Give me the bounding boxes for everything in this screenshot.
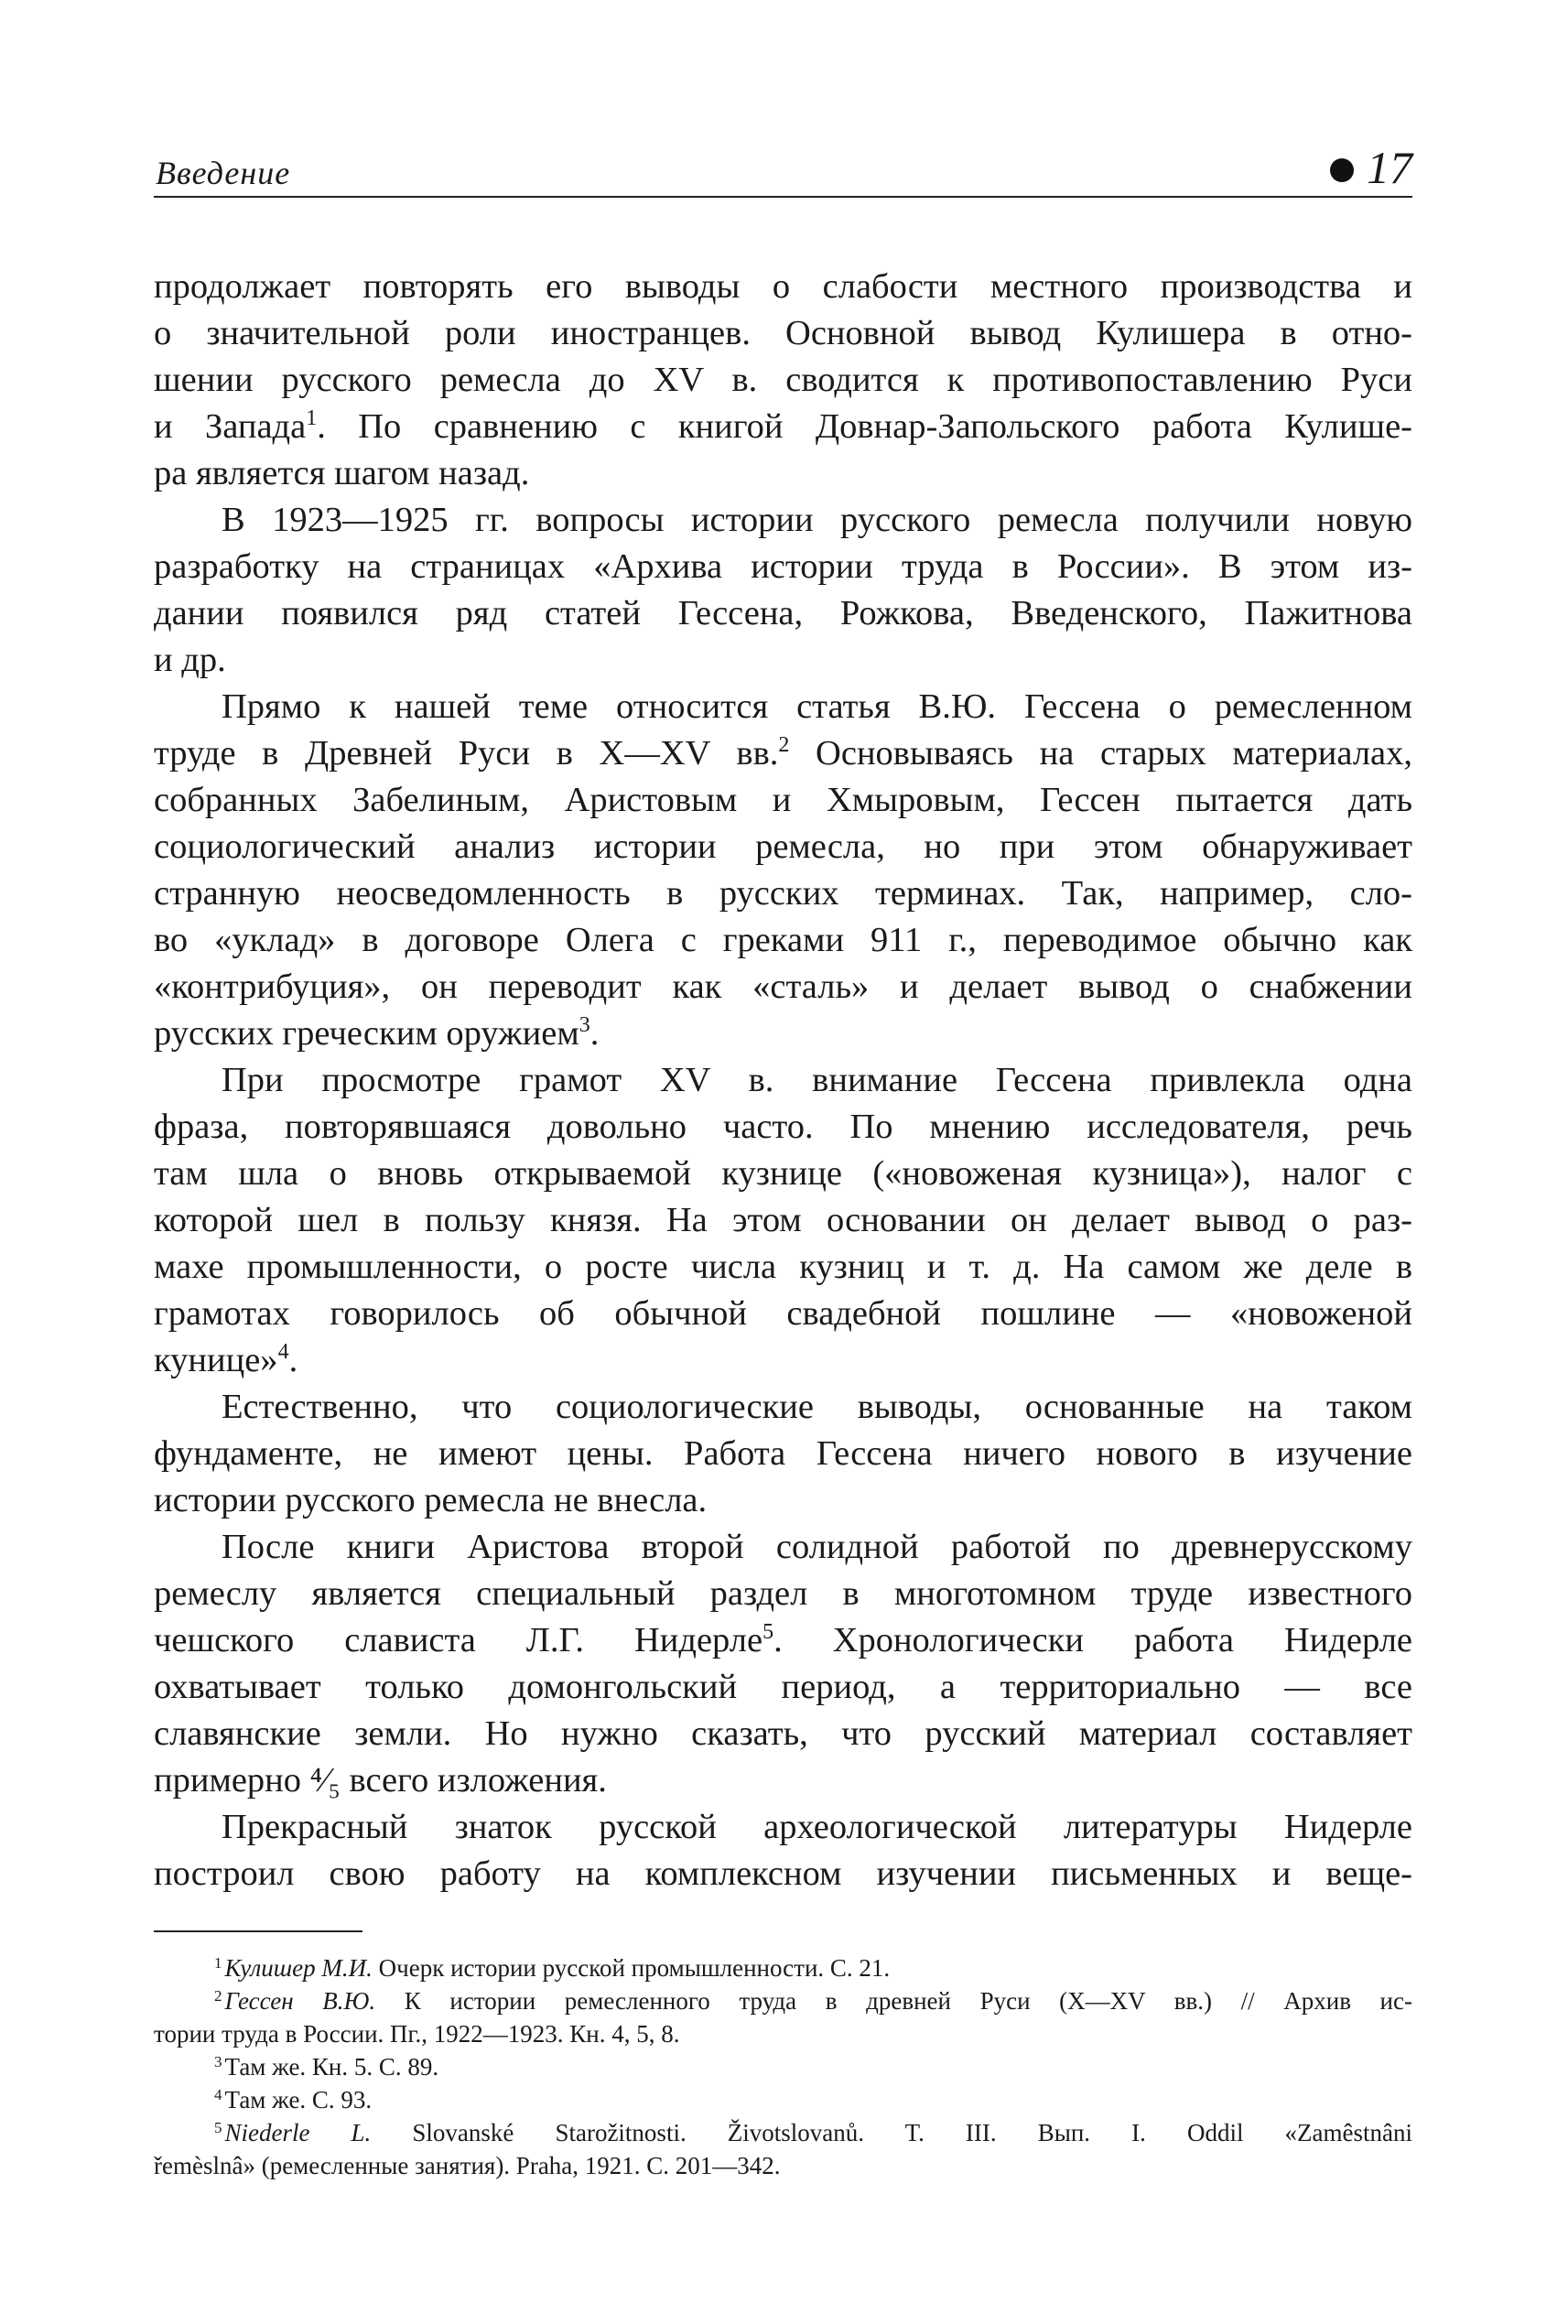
footnote: $^3$ Там же. Кн. 5. С. 89.	[214, 2053, 439, 2081]
text-line: охватывает только домонгольский период, а территориально — все	[154, 1668, 1412, 1706]
footnote-continuation: řemèslnâ» (ремесленные занятия). Praha, 1921. С. 201—342.	[154, 2152, 781, 2179]
footnote-ref: 4	[277, 1340, 289, 1364]
text-line: истории русского ремесла не внесла.	[154, 1481, 708, 1519]
text-line: и Запада$^1$. По сравнению с книгой Довнар-Запольского работа Кулише-	[154, 406, 1412, 446]
section-title: Введение	[156, 155, 291, 191]
text-line: примерно ⁴⁄₅ всего изложения.	[154, 1761, 607, 1800]
footnote-continuation: тории труда в России. Пг., 1922—1923. Кн. 4, 5, 8.	[154, 2020, 680, 2048]
running-header	[154, 135, 1412, 200]
text-line: и др.	[154, 641, 226, 679]
text-line: шении русского ремесла до XV в. сводится к противопоставлению Руси	[154, 361, 1412, 399]
footnote-separator	[154, 1930, 362, 1932]
text-line: «контрибуция», он переводит как «сталь» и делает вывод о снабжении	[154, 967, 1412, 1006]
text-line: труде в Древней Руси в X—XV вв.$^2$ Основываясь на старых материалах,	[154, 733, 1412, 773]
text-line: ра является шагом назад.	[154, 454, 530, 492]
text-line: ремеслу является специальный раздел в многотомном труде известного	[154, 1574, 1412, 1613]
paragraph-start: Прямо к нашей теме относится статья В.Ю. Гессена о ремесленном	[222, 687, 1412, 726]
text-line: грамотах говорилось об обычной свадебной пошлине — «новоженой	[154, 1294, 1412, 1333]
text-line: фраза, повторявшаяся довольно часто. По мнению исследователя, речь	[154, 1108, 1412, 1146]
text-line: фундаменте, не имеют цены. Работа Гессена ничего нового в изучение	[154, 1434, 1412, 1473]
text-line: махе промышленности, о росте числа кузниц и т. д. На самом же деле в	[154, 1248, 1412, 1286]
text-line: построил свою работу на комплексном изучении письменных и веще-	[154, 1854, 1412, 1893]
text-line: славянские земли. Но нужно сказать, что русский материал составляет	[154, 1714, 1412, 1753]
text-line: о значительной роли иностранцев. Основной вывод Кулишера в отно-	[154, 314, 1412, 352]
paragraph-start: В 1923—1925 гг. вопросы истории русского ремесла получили новую	[222, 501, 1412, 539]
footnotes	[154, 1951, 1412, 2182]
footnote-ref: 1	[306, 406, 318, 430]
footnote-ref: 3	[579, 1013, 590, 1037]
paragraph-start: Естественно, что социологические выводы, основанные на таком	[222, 1388, 1412, 1426]
bullet-icon	[1330, 158, 1354, 182]
text-line: русских греческим оружием$^3$.	[154, 1013, 600, 1053]
footnote: $^2$ Гессен В.Ю. К истории ремесленного труда в древней Руси (X—XV вв.) // Архив ис-	[214, 1987, 1412, 2015]
text-line: собранных Забелиным, Аристовым и Хмыровым, Гессен пытается дать	[154, 781, 1412, 819]
text-line: которой шел в пользу князя. На этом основании он делает вывод о раз-	[154, 1201, 1412, 1239]
footnote: $^5$ Niederle L. Slovanské Starožitnosti. Životslovanů. T. III. Вып. I. Oddil «Zamêstnâni	[214, 2119, 1412, 2146]
text-line: во «уклад» в договоре Олега с греками 911 г., переводимое обычно как	[154, 921, 1412, 959]
body-text	[154, 264, 1412, 1897]
text-line: продолжает повторять его выводы о слабости местного производства и	[154, 267, 1412, 306]
text-line: кунице»$^4$.	[154, 1340, 298, 1379]
footnote-ref: 5	[762, 1620, 774, 1644]
paragraph-start: При просмотре грамот XV в. внимание Гессена привлекла одна	[222, 1061, 1412, 1099]
text-line: там шла о вновь открываемой кузнице («новоженая кузница»), налог с	[154, 1154, 1412, 1193]
footnote-ref: 2	[778, 733, 790, 757]
text-line: чешского слависта Л.Г. Нидерле$^5$. Хронологически работа Нидерле	[154, 1620, 1412, 1659]
page-number: 17	[1367, 142, 1412, 193]
paragraph-start: Прекрасный знаток русской археологической литературы Нидерле	[222, 1808, 1412, 1846]
text-line: разработку на страницах «Архива истории труда в России». В этом из-	[154, 547, 1412, 586]
header-rule	[154, 196, 1412, 198]
footnote: $^1$ Кулишер М.И. Очерк истории русской промышленности. С. 21.	[214, 1954, 891, 1982]
paragraph-start: После книги Аристова второй солидной работой по древнерусскому	[222, 1528, 1412, 1566]
text-line: странную неосведомленность в русских терминах. Так, например, сло-	[154, 874, 1412, 913]
footnote: $^4$ Там же. С. 93.	[214, 2086, 373, 2113]
page-number-group	[1330, 142, 1412, 193]
text-line: дании появился ряд статей Гессена, Рожкова, Введенского, Пажитнова	[154, 594, 1412, 632]
text-line: социологический анализ истории ремесла, но при этом обнаруживает	[154, 827, 1412, 866]
